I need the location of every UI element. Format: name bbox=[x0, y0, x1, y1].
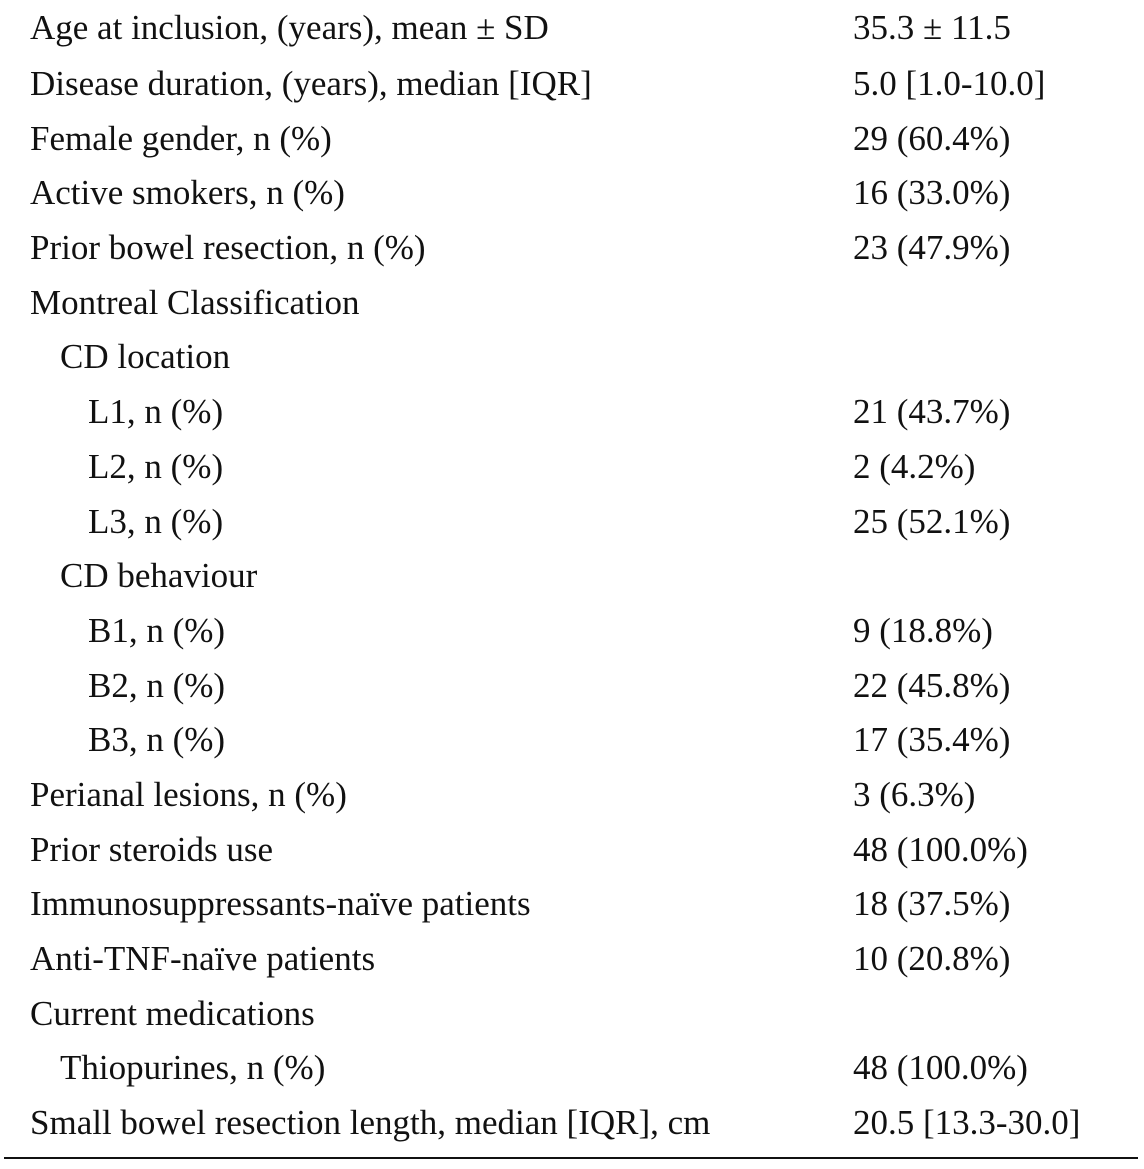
row-label: Prior steroids use bbox=[30, 829, 274, 869]
row-label: Small bowel resection length, median [IQR], cm bbox=[30, 1103, 711, 1143]
table-row bbox=[0, 0, 1144, 56]
row-value: 25 (52.1%) bbox=[853, 501, 1011, 541]
row-label: L1, n (%) bbox=[88, 392, 224, 432]
row-value: 21 (43.7%) bbox=[853, 392, 1011, 432]
table-row bbox=[0, 1095, 1144, 1150]
row-value: 29 (60.4%) bbox=[853, 118, 1011, 158]
row-label: L2, n (%) bbox=[88, 446, 224, 486]
row-value: 3 (6.3%) bbox=[853, 774, 976, 814]
table-section-header bbox=[0, 275, 1144, 330]
table-bottom-rule bbox=[4, 1157, 1138, 1159]
row-label: B1, n (%) bbox=[88, 610, 226, 650]
row-label: B3, n (%) bbox=[88, 720, 226, 760]
row-value: 2 (4.2%) bbox=[853, 446, 976, 486]
table-subsection-header bbox=[0, 548, 1144, 603]
table-row bbox=[0, 384, 1144, 439]
row-value: 22 (45.8%) bbox=[853, 665, 1011, 705]
row-value: 18 (37.5%) bbox=[853, 884, 1011, 924]
row-label: Perianal lesions, n (%) bbox=[30, 774, 347, 814]
row-value: 48 (100.0%) bbox=[853, 829, 1028, 869]
row-label: Immunosuppressants-naïve patients bbox=[30, 884, 531, 924]
table-row bbox=[0, 1040, 1144, 1095]
table-row bbox=[0, 876, 1144, 931]
row-label: Age at inclusion, (years), mean ± SD bbox=[30, 8, 549, 47]
row-value: 23 (47.9%) bbox=[853, 228, 1011, 268]
row-label: CD behaviour bbox=[60, 556, 258, 596]
row-value: 48 (100.0%) bbox=[853, 1048, 1028, 1088]
row-label: Disease duration, (years), median [IQR] bbox=[30, 64, 592, 103]
table-subsection-header bbox=[0, 329, 1144, 384]
row-label: CD location bbox=[60, 337, 231, 377]
row-label: Prior bowel resection, n (%) bbox=[30, 228, 426, 268]
row-label: Active smokers, n (%) bbox=[30, 173, 345, 213]
row-value: 10 (20.8%) bbox=[853, 939, 1011, 978]
table-row bbox=[0, 931, 1144, 986]
table-row bbox=[0, 603, 1144, 658]
row-label: Anti-TNF-naïve patients bbox=[30, 939, 376, 978]
table-row bbox=[0, 56, 1144, 111]
row-value: 5.0 [1.0-10.0] bbox=[853, 64, 1046, 103]
table-row bbox=[0, 220, 1144, 275]
row-label: B2, n (%) bbox=[88, 665, 226, 705]
row-label: Montreal Classification bbox=[30, 282, 360, 322]
table-row bbox=[0, 712, 1144, 767]
table-row bbox=[0, 767, 1144, 822]
row-label: Current medications bbox=[30, 993, 315, 1033]
row-value: 16 (33.0%) bbox=[853, 173, 1011, 213]
row-value: 9 (18.8%) bbox=[853, 610, 993, 650]
table-row bbox=[0, 111, 1144, 166]
table-row bbox=[0, 822, 1144, 877]
table-row bbox=[0, 439, 1144, 494]
table-row bbox=[0, 165, 1144, 220]
row-label: Thiopurines, n (%) bbox=[60, 1048, 326, 1088]
table-row bbox=[0, 658, 1144, 713]
row-value: 35.3 ± 11.5 bbox=[853, 8, 1011, 47]
row-label: L3, n (%) bbox=[88, 501, 224, 541]
row-label: Female gender, n (%) bbox=[30, 118, 332, 158]
table-section-header bbox=[0, 986, 1144, 1041]
row-value: 17 (35.4%) bbox=[853, 720, 1011, 760]
row-value: 20.5 [13.3-30.0] bbox=[853, 1103, 1081, 1143]
table-row bbox=[0, 494, 1144, 549]
